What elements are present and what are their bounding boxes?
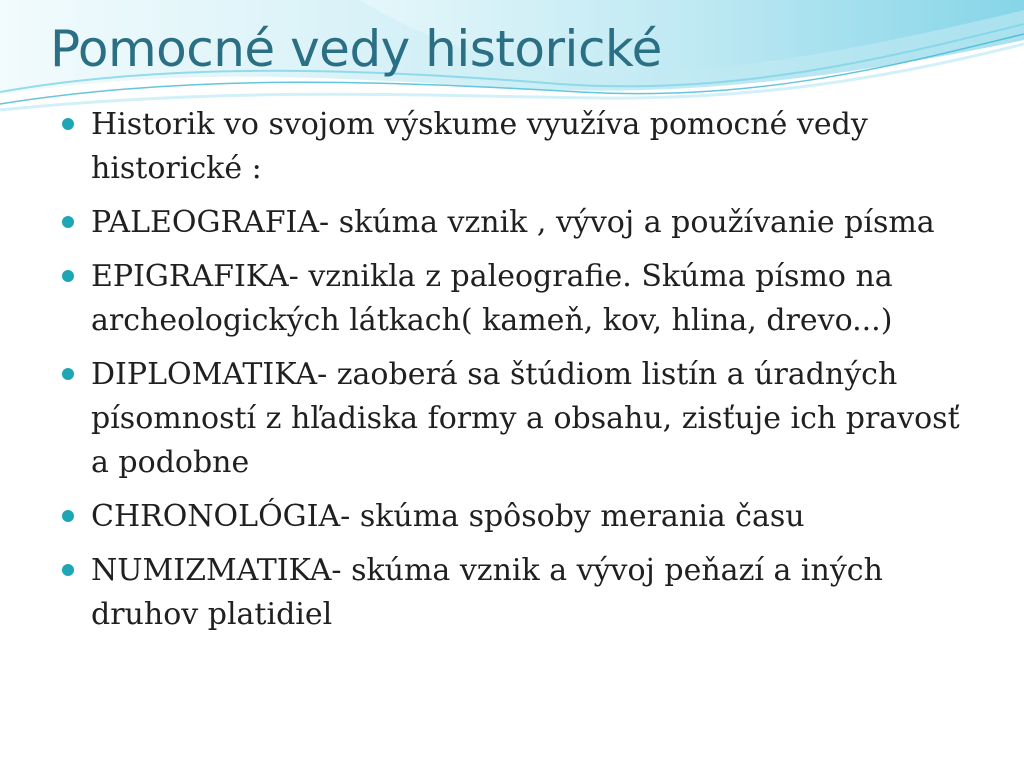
bullet-text: CHRONOLÓGIA- skúma spôsoby merania času xyxy=(91,499,805,534)
bullet-dot-icon xyxy=(62,510,74,522)
list-item xyxy=(58,255,978,343)
list-item xyxy=(58,495,978,539)
bullet-dot-icon xyxy=(62,564,74,576)
bullet-text: Historik vo svojom výskume využíva pomocné vedy historické : xyxy=(91,107,868,186)
list-item xyxy=(58,201,978,245)
bullet-dot-icon xyxy=(62,216,74,228)
bullet-text: EPIGRAFIKA- vznikla z paleografie. Skúma písmo na archeologických látkach( kameň, kov, hlina, drevo...) xyxy=(91,259,893,338)
bullet-dot-icon xyxy=(62,270,74,282)
list-item xyxy=(58,103,978,191)
bullet-dot-icon xyxy=(62,118,74,130)
bullet-dot-icon xyxy=(62,368,74,380)
list-item xyxy=(58,353,978,485)
bullet-text: PALEOGRAFIA- skúma vznik , vývoj a používanie písma xyxy=(91,205,935,240)
bullet-text: DIPLOMATIKA- zaoberá sa štúdiom listín a úradných písomností z hľadiska formy a obsahu, zisťuje ich pravosť a podobne xyxy=(91,357,960,480)
bullet-list xyxy=(58,103,978,647)
list-item xyxy=(58,549,978,637)
bullet-text: NUMIZMATIKA- skúma vznik a vývoj peňazí a iných druhov platidiel xyxy=(91,553,883,632)
slide-title: Pomocné vedy historické xyxy=(50,20,662,78)
